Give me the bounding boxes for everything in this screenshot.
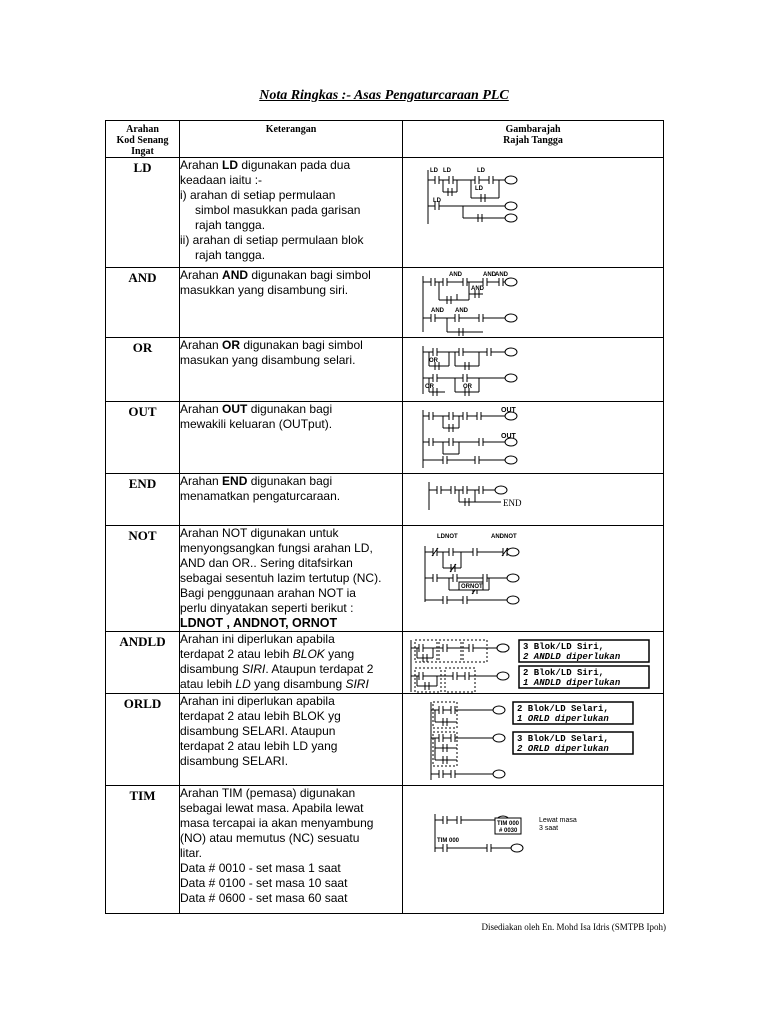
description-line: disambung SELARI. (180, 754, 289, 768)
description-line: Arahan OUT digunakan bagi (180, 402, 333, 416)
svg-text:2 Blok/LD Siri,: 2 Blok/LD Siri, (523, 668, 605, 678)
svg-text:AND: AND (495, 272, 508, 278)
ladder-diagram-cell (403, 268, 664, 338)
description-line: (NO) atau memutus (NC) sesuatu (180, 831, 360, 845)
description-line: i) arahan di setiap permulaan (180, 188, 336, 202)
description-line: masukan yang disambung selari. (180, 353, 356, 367)
description-line: simbol masukkan pada garisan (195, 203, 361, 217)
svg-text:OUT: OUT (501, 433, 516, 440)
command-code: LD (133, 160, 152, 175)
description-line: menamatkan pengaturcaraan. (180, 489, 341, 503)
command-cell (106, 694, 180, 786)
ladder-diagram (403, 338, 663, 402)
svg-text:2 Blok/LD Selari,: 2 Blok/LD Selari, (517, 704, 609, 714)
ladder-diagram-cell (403, 786, 664, 914)
svg-text:2 ANDLD diperlukan: 2 ANDLD diperlukan (523, 652, 621, 662)
ladder-diagram (403, 158, 663, 268)
description-line: atau lebih LD yang disambung SIRI (180, 677, 369, 691)
svg-text:LDNOT: LDNOT (437, 534, 458, 540)
ladder-diagram (403, 694, 663, 786)
description-line: LDNOT , ANDNOT, ORNOT (180, 616, 338, 630)
command-cell (106, 632, 180, 694)
description-cell (180, 632, 403, 694)
svg-text:# 0030: # 0030 (499, 828, 518, 834)
svg-text:OR: OR (429, 358, 438, 364)
command-cell (106, 268, 180, 338)
description-line: terdapat 2 atau lebih LD yang (180, 739, 338, 753)
description-line: terdapat 2 atau lebih BLOK yang (180, 647, 355, 661)
command-cell (106, 158, 180, 268)
description-line: masa tercapai ia akan menyambung (180, 816, 374, 830)
description-line: ii) arahan di setiap permulaan blok (180, 233, 364, 247)
description-cell (180, 526, 403, 632)
command-code: AND (128, 270, 157, 285)
ladder-diagram (403, 474, 663, 526)
header-keterangan: Keterangan (180, 121, 403, 158)
command-cell (106, 474, 180, 526)
table-row (106, 158, 664, 268)
description-line: sebagai sesentuh lazim tertutup (NC). (180, 571, 382, 585)
table-row (106, 786, 664, 914)
ladder-diagram (403, 526, 663, 632)
description-line: menyongsangkan fungsi arahan LD, (180, 541, 373, 555)
command-cell (106, 526, 180, 632)
description-cell (180, 402, 403, 474)
command-cell (106, 338, 180, 402)
ladder-diagram (403, 632, 663, 694)
description-line: Arahan OR digunakan bagi simbol (180, 338, 363, 352)
ladder-diagram-cell (403, 474, 664, 526)
command-code: END (128, 476, 157, 491)
page-title: Nota Ringkas :- Asas Pengaturcaraan PLC (259, 88, 509, 103)
header-arahan-line: Arahan (126, 124, 159, 135)
ladder-diagram-cell (403, 694, 664, 786)
svg-text:3 saat: 3 saat (539, 825, 559, 832)
header-arahan-line: Kod Senang (116, 135, 169, 146)
svg-text:ORNOT: ORNOT (461, 584, 483, 590)
description-line: disambung SELARI. Ataupun (180, 724, 336, 738)
ladder-diagram (403, 786, 663, 914)
table-row (106, 694, 664, 786)
description-line: Data # 0100 - set masa 10 saat (180, 876, 348, 890)
header-gambarajah-line: Rajah Tangga (503, 135, 563, 146)
table-row (106, 338, 664, 402)
svg-text:ANDNOT: ANDNOT (491, 534, 517, 540)
description-line: Data # 0600 - set masa 60 saat (180, 891, 348, 905)
svg-text:AND: AND (455, 308, 468, 314)
description-line: perlu dinyatakan seperti berikut : (180, 601, 354, 615)
svg-text:OR: OR (425, 384, 434, 390)
svg-text:1 ORLD diperlukan: 1 ORLD diperlukan (517, 714, 609, 724)
description-line: Arahan LD digunakan pada dua (180, 158, 351, 172)
ladder-diagram-cell (403, 338, 664, 402)
description-cell (180, 786, 403, 914)
header-gambarajah-line: Gambarajah (505, 124, 561, 135)
svg-text:TIM 000: TIM 000 (437, 838, 460, 844)
description-cell (180, 694, 403, 786)
svg-text:LD: LD (475, 186, 483, 192)
svg-text:END: END (503, 498, 522, 508)
header-gambarajah (403, 121, 664, 158)
svg-text:2 ORLD diperlukan: 2 ORLD diperlukan (517, 744, 609, 754)
svg-text:LD: LD (430, 168, 438, 174)
description-cell (180, 338, 403, 402)
description-line: Arahan ini diperlukan apabila (180, 694, 335, 708)
command-code: ANDLD (119, 634, 166, 649)
svg-text:OUT: OUT (501, 407, 516, 414)
description-line: masukkan yang disambung siri. (180, 283, 349, 297)
description-line: Arahan ini diperlukan apabila (180, 632, 335, 646)
command-code: NOT (128, 528, 157, 543)
description-line: Arahan TIM (pemasa) digunakan (180, 786, 356, 800)
svg-text:OR: OR (463, 384, 472, 390)
table-row (106, 474, 664, 526)
command-code: TIM (129, 788, 156, 803)
command-code: ORLD (123, 696, 162, 711)
ladder-diagram-cell (403, 632, 664, 694)
description-line: terdapat 2 atau lebih BLOK yg (180, 709, 341, 723)
ladder-diagram (403, 268, 663, 338)
svg-text:LD: LD (477, 168, 485, 174)
table-row (106, 268, 664, 338)
svg-text:LD: LD (433, 198, 441, 204)
svg-text:TIM 000: TIM 000 (497, 821, 520, 827)
table-header-row (106, 121, 664, 158)
description-line: litar. (180, 846, 203, 860)
svg-text:AND: AND (431, 308, 444, 314)
description-cell (180, 158, 403, 268)
table-row (106, 526, 664, 632)
description-line: Bagi penggunaan arahan NOT ia (180, 586, 356, 600)
description-line: disambung SIRI. Ataupun terdapat 2 (180, 662, 374, 676)
ladder-diagram-cell (403, 402, 664, 474)
svg-text:3 Blok/LD Selari,: 3 Blok/LD Selari, (517, 734, 609, 744)
svg-text:AND: AND (483, 272, 496, 278)
footer-credit: Disediakan oleh En. Mohd Isa Idris (SMTPB Ipoh) (481, 922, 666, 932)
description-line: Arahan NOT digunakan untuk (180, 526, 339, 540)
table-row (106, 632, 664, 694)
description-line: Arahan END digunakan bagi (180, 474, 333, 488)
instruction-table (105, 120, 664, 914)
ladder-diagram-cell (403, 158, 664, 268)
svg-text:LD: LD (443, 168, 451, 174)
header-arahan (106, 121, 180, 158)
description-line: Data # 0010 - set masa 1 saat (180, 861, 341, 875)
svg-text:AND: AND (449, 272, 462, 278)
svg-text:1 ANDLD diperlukan: 1 ANDLD diperlukan (523, 678, 621, 688)
description-line: rajah tangga. (195, 248, 266, 262)
command-cell (106, 786, 180, 914)
description-cell (180, 474, 403, 526)
description-line: AND dan OR.. Sering ditafsirkan (180, 556, 353, 570)
description-line: rajah tangga. (195, 218, 266, 232)
command-code: OR (132, 340, 153, 355)
description-cell (180, 268, 403, 338)
command-cell (106, 402, 180, 474)
description-line: keadaan iaitu :- (180, 173, 263, 187)
svg-text:AND: AND (471, 286, 484, 292)
ladder-diagram (403, 402, 663, 474)
svg-text:3 Blok/LD Siri,: 3 Blok/LD Siri, (523, 642, 605, 652)
table-row (106, 402, 664, 474)
header-arahan-line: Ingat (131, 146, 154, 157)
description-line: Arahan AND digunakan bagi simbol (180, 268, 371, 282)
svg-text:Lewat masa: Lewat masa (539, 817, 577, 824)
command-code: OUT (128, 404, 157, 419)
ladder-diagram-cell (403, 526, 664, 632)
description-line: sebagai lewat masa. Apabila lewat (180, 801, 364, 815)
description-line: mewakili keluaran (OUTput). (180, 417, 333, 431)
